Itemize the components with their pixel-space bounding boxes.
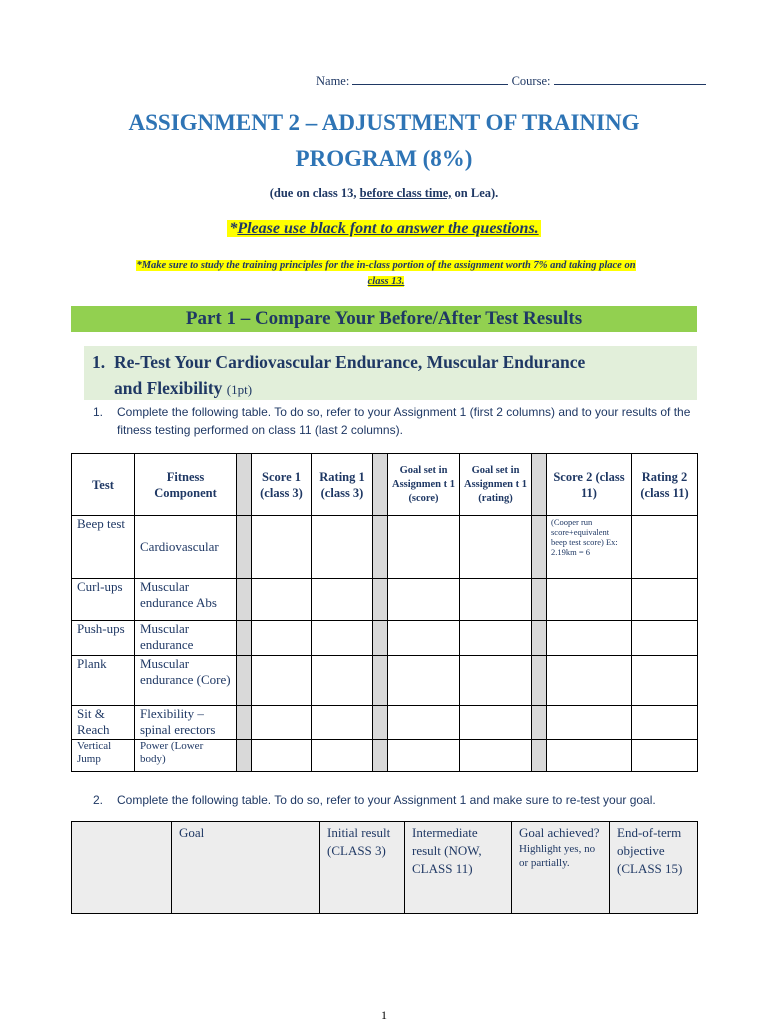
separator-cell	[532, 656, 547, 706]
input-score2[interactable]	[547, 621, 632, 656]
due-text-1: (due on class 13,	[269, 186, 360, 200]
table-row	[72, 516, 698, 579]
instruction-2	[93, 791, 703, 809]
goal-achieved-header	[512, 822, 610, 914]
section1-points: (1pt)	[226, 382, 253, 397]
intermediate-result-header: Intermediate result (NOW, CLASS 11)	[405, 822, 512, 914]
input-goal-rating[interactable]	[460, 621, 532, 656]
input-rating1[interactable]	[312, 706, 373, 740]
separator-cell	[237, 706, 252, 740]
input-score1[interactable]	[252, 621, 312, 656]
table-row	[72, 579, 698, 621]
input-goal-score[interactable]	[388, 706, 460, 740]
input-rating2[interactable]	[632, 579, 698, 621]
part1-heading: Part 1 – Compare Your Before/After Test Results	[71, 306, 697, 332]
input-rating1[interactable]	[312, 656, 373, 706]
table-row	[72, 740, 698, 772]
input-score2[interactable]	[547, 656, 632, 706]
separator-cell	[373, 454, 388, 516]
table-header-row	[72, 454, 698, 516]
cell-test: Push-ups	[72, 621, 135, 656]
goal-empty-cell	[72, 822, 172, 914]
input-rating2[interactable]	[632, 621, 698, 656]
separator-cell	[532, 706, 547, 740]
input-score1[interactable]	[252, 740, 312, 772]
instruction-2-number: 2.	[93, 793, 104, 807]
input-goal-score[interactable]	[388, 656, 460, 706]
header-score1: Score 1 (class 3)	[252, 454, 312, 516]
notice-text: Please use black font to answer the questions.	[237, 220, 539, 237]
input-goal-score[interactable]	[388, 621, 460, 656]
header-goal-rating: Goal set in Assignmen t 1 (rating)	[460, 454, 532, 516]
input-rating1[interactable]	[312, 621, 373, 656]
goal-achieved-note: Highlight yes, no or partially.	[519, 843, 596, 869]
input-goal-score[interactable]	[388, 516, 460, 579]
separator-cell	[237, 454, 252, 516]
section1-title-line2: and Flexibility	[114, 378, 223, 398]
section1-title-line1: Re-Test Your Cardiovascular Endurance, Muscular Endurance	[114, 352, 586, 372]
input-goal-score[interactable]	[388, 579, 460, 621]
input-score2[interactable]	[547, 740, 632, 772]
goal-table-row	[72, 822, 698, 914]
input-rating2[interactable]	[632, 706, 698, 740]
cell-component: Muscular endurance	[135, 621, 237, 656]
section1-number: 1.	[92, 352, 106, 372]
table-row	[72, 706, 698, 740]
input-rating2[interactable]	[632, 740, 698, 772]
separator-cell	[373, 621, 388, 656]
cell-component: Muscular endurance Abs	[135, 579, 237, 621]
input-score2[interactable]	[547, 706, 632, 740]
input-rating1[interactable]	[312, 516, 373, 579]
due-date	[0, 186, 768, 201]
cell-test: Plank	[72, 656, 135, 706]
title-line-1: ASSIGNMENT 2 – ADJUSTMENT OF TRAINING	[128, 110, 640, 135]
header-component: Fitness Component	[135, 454, 237, 516]
notice-star: *	[229, 220, 238, 237]
separator-cell	[237, 621, 252, 656]
score2-note[interactable]: (Cooper run score+equivalent beep test score) Ex: 2.19km = 6	[547, 516, 632, 579]
course-label: Course:	[511, 74, 551, 88]
separator-cell	[237, 740, 252, 772]
goal-achieved-label: Goal achieved?	[519, 825, 600, 840]
input-goal-score[interactable]	[388, 740, 460, 772]
cell-component: Muscular endurance (Core)	[135, 656, 237, 706]
separator-cell	[373, 740, 388, 772]
cell-test: Beep test	[72, 516, 135, 579]
separator-cell	[237, 656, 252, 706]
instruction-2-text: Complete the following table. To do so, refer to your Assignment 1 and make sure to re-test your goal.	[117, 793, 656, 807]
instruction-1-text: Complete the following table. To do so, refer to your Assignment 1 (first 2 columns) and to your results of the fitness testing performed on class 11 (last 2 columns).	[117, 405, 691, 437]
input-rating2[interactable]	[632, 656, 698, 706]
header-rating2: Rating 2 (class 11)	[632, 454, 698, 516]
fitness-results-table	[71, 453, 698, 772]
separator-cell	[532, 516, 547, 579]
separator-cell	[373, 579, 388, 621]
input-goal-rating[interactable]	[460, 656, 532, 706]
separator-cell	[373, 656, 388, 706]
name-label: Name:	[316, 74, 350, 88]
separator-cell	[237, 579, 252, 621]
assignment-title	[60, 105, 708, 177]
table-row	[72, 621, 698, 656]
page-number: 1	[381, 1008, 387, 1022]
cell-component: Flexibility – spinal erectors	[135, 706, 237, 740]
header-goal-score: Goal set in Assignmen t 1 (score)	[388, 454, 460, 516]
input-rating1[interactable]	[312, 740, 373, 772]
due-text-underlined: before class time,	[359, 186, 452, 200]
initial-result-header: Initial result (CLASS 3)	[320, 822, 405, 914]
separator-cell	[237, 516, 252, 579]
input-goal-rating[interactable]	[460, 706, 532, 740]
black-font-notice	[0, 220, 768, 238]
cell-test: Curl-ups	[72, 579, 135, 621]
due-text-2: on Lea).	[451, 186, 499, 200]
separator-cell	[373, 516, 388, 579]
end-objective-header: End-of-term objective (CLASS 15)	[610, 822, 698, 914]
input-score2[interactable]	[547, 579, 632, 621]
separator-cell	[373, 706, 388, 740]
table-row	[72, 656, 698, 706]
input-score1[interactable]	[252, 579, 312, 621]
study-notice-text: *Make sure to study the training principles for the in-class portion of the assignment worth 7% and taking place on	[136, 260, 636, 271]
input-goal-rating[interactable]	[460, 579, 532, 621]
input-goal-rating[interactable]	[460, 516, 532, 579]
study-notice-underlined: class 13.	[367, 276, 405, 287]
cell-test: Sit & Reach	[72, 706, 135, 740]
input-score1[interactable]	[252, 516, 312, 579]
cell-component: Cardiovascular	[135, 516, 237, 579]
section1-heading	[84, 346, 697, 400]
input-goal-rating[interactable]	[460, 740, 532, 772]
input-score1[interactable]	[252, 656, 312, 706]
course-blank[interactable]	[554, 73, 706, 85]
name-blank[interactable]	[352, 73, 508, 85]
input-rating1[interactable]	[312, 579, 373, 621]
study-notice	[76, 258, 696, 290]
input-rating2[interactable]	[632, 516, 698, 579]
header-rating1: Rating 1 (class 3)	[312, 454, 373, 516]
separator-cell	[532, 454, 547, 516]
separator-cell	[532, 579, 547, 621]
goal-header: Goal	[172, 822, 320, 914]
title-line-2: PROGRAM (8%)	[295, 146, 473, 171]
instruction-1-number: 1.	[93, 405, 104, 419]
separator-cell	[532, 621, 547, 656]
name-course-line	[316, 73, 706, 89]
goal-table	[71, 821, 698, 914]
cell-test: Vertical Jump	[72, 740, 135, 772]
header-score2: Score 2 (class 11)	[547, 454, 632, 516]
instruction-1	[93, 403, 703, 439]
header-test: Test	[72, 454, 135, 516]
input-score1[interactable]	[252, 706, 312, 740]
cell-component: Power (Lower body)	[135, 740, 237, 772]
separator-cell	[532, 740, 547, 772]
